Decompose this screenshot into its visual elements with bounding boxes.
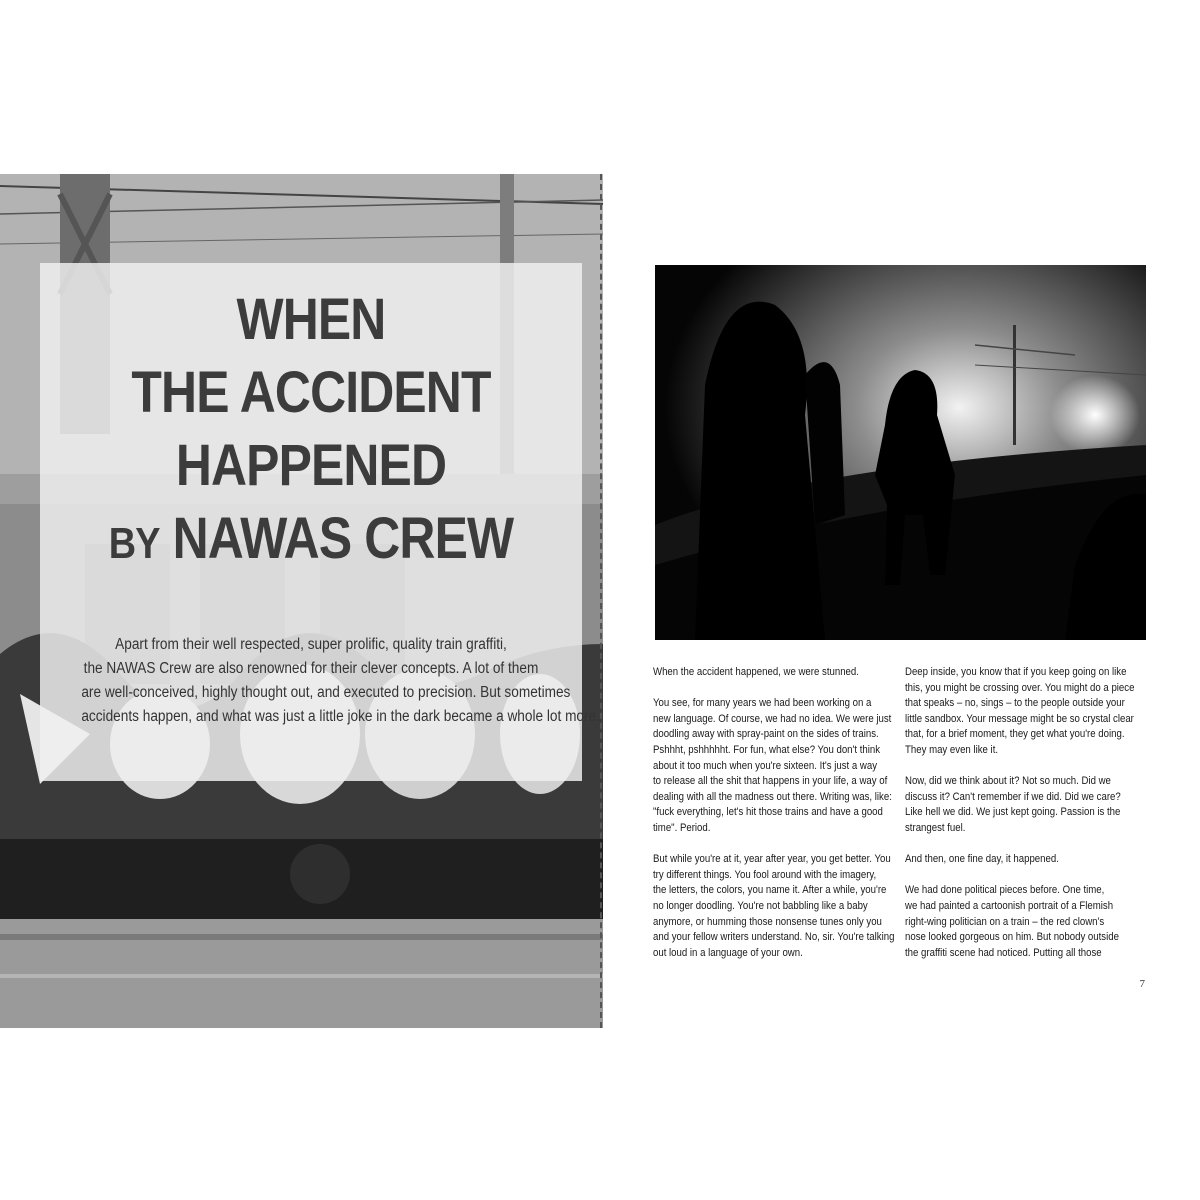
intro-line: accidents happen, and what was just a little joke in the dark became a whole lot more. bbox=[81, 708, 600, 725]
text-line: strangest fuel. bbox=[905, 821, 966, 834]
paragraph bbox=[653, 696, 895, 836]
text-line: right-wing politician on a train – the red clown's bbox=[905, 915, 1105, 928]
text-line: try different things. You fool around with the imagery, bbox=[653, 868, 877, 881]
left-page bbox=[0, 174, 603, 1028]
text-line: But while you're at it, year after year, you get better. You bbox=[653, 853, 891, 866]
paragraph bbox=[653, 665, 895, 681]
paragraph bbox=[653, 852, 895, 961]
text-line: Pshhht, pshhhhht. For fun, what else? You don't think bbox=[653, 743, 881, 756]
title-line-3: HAPPENED bbox=[175, 433, 447, 498]
text-line: about it too much when you're sixteen. It's just a way bbox=[653, 759, 878, 772]
page-number: 7 bbox=[1139, 978, 1145, 990]
paragraph bbox=[905, 665, 1147, 759]
text-line: that, for a brief moment, they get what you're doing. bbox=[905, 728, 1125, 741]
body-column-right bbox=[905, 665, 1147, 977]
night-silhouettes-photo bbox=[655, 265, 1146, 640]
text-line: time". Period. bbox=[653, 821, 711, 834]
text-line: the letters, the colors, you name it. After a while, you're bbox=[653, 884, 887, 897]
text-line: to release all the shit that happens in your life, a way of bbox=[653, 775, 888, 788]
text-line: the graffiti scene had noticed. Putting all those bbox=[905, 946, 1102, 959]
title-line-2: THE ACCIDENT bbox=[131, 360, 491, 425]
title-line-1: WHEN bbox=[236, 287, 386, 352]
text-line: You see, for many years we had been working on a bbox=[653, 697, 872, 710]
intro-paragraph bbox=[81, 633, 600, 729]
text-line: we had painted a cartoonish portrait of a Flemish bbox=[905, 899, 1114, 912]
text-line: nose looked gorgeous on him. But nobody outside bbox=[905, 931, 1119, 944]
text-line: They may even like it. bbox=[905, 743, 999, 756]
text-line: Like hell we did. We just kept going. Passion is the bbox=[905, 806, 1121, 819]
text-line: Now, did we think about it? Not so much. Did we bbox=[905, 775, 1111, 788]
text-line: "fuck everything, let's hit those trains and have a good bbox=[653, 806, 883, 819]
text-line: anymore, or humming those nonsense tunes only you bbox=[653, 915, 882, 928]
intro-line: are well-conceived, highly thought out, and executed to precision. But sometimes bbox=[81, 684, 571, 701]
text-line: little sandbox. Your message might be so crystal clear bbox=[905, 712, 1134, 725]
text-line: And then, one fine day, it happened. bbox=[905, 853, 1059, 866]
text-line: discuss it? Can't remember if we did. Did we care? bbox=[905, 790, 1121, 803]
text-line: We had done political pieces before. One time, bbox=[905, 884, 1105, 897]
title-crew: NAWAS CREW bbox=[172, 506, 514, 571]
body-column-left bbox=[653, 665, 895, 977]
magazine-spread bbox=[0, 174, 1200, 1028]
paragraph bbox=[905, 852, 1147, 868]
page-gutter-divider bbox=[600, 174, 602, 1028]
text-line: out loud in a language of your own. bbox=[653, 946, 803, 959]
right-page bbox=[605, 174, 1200, 1028]
text-line: Deep inside, you know that if you keep going on like bbox=[905, 666, 1127, 678]
intro-line: Apart from their well respected, super prolific, quality train graffiti, bbox=[115, 636, 507, 653]
text-line: When the accident happened, we were stunned. bbox=[653, 666, 859, 678]
paragraph bbox=[905, 883, 1147, 961]
text-line: dealing with all the madness out there. Writing was, like: bbox=[653, 790, 892, 803]
title-line-4 bbox=[78, 502, 544, 580]
text-line: and your fellow writers understand. No, sir. You're talking bbox=[653, 931, 895, 944]
intro-line: the NAWAS Crew are also renowned for their clever concepts. A lot of them bbox=[83, 660, 539, 677]
text-line: that speaks – no, sings – to the people outside your bbox=[905, 697, 1125, 710]
text-line: this, you might be crossing over. You might do a piece bbox=[905, 681, 1135, 694]
text-line: no longer doodling. You're not babbling like a baby bbox=[653, 899, 868, 912]
title-box bbox=[40, 263, 600, 781]
paragraph bbox=[905, 774, 1147, 836]
text-line: doodling away with spray-paint on the sides of trains. bbox=[653, 728, 879, 741]
article-title bbox=[78, 283, 544, 580]
title-by: BY bbox=[108, 519, 160, 568]
text-line: new language. Of course, we had no idea. We were just bbox=[653, 712, 892, 725]
